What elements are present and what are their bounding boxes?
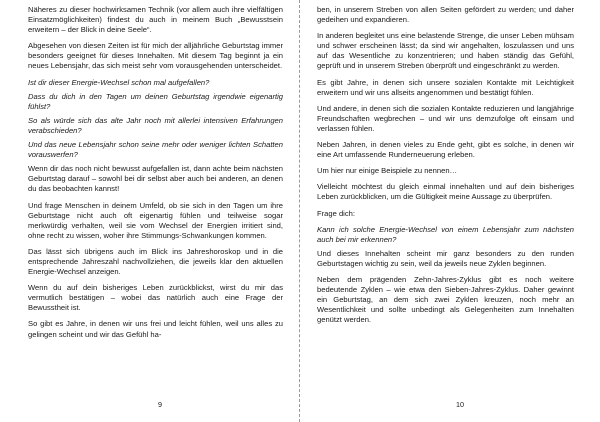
paragraph: Vielleicht möchtest du gleich einmal innehalten und auf dein bisheriges Leben zurückblicken, um die Gültigkeit meine Aussage zu überprüfen.	[317, 182, 574, 202]
paragraph: Neben dem prägenden Zehn-Jahres-Zyklus gibt es noch weitere bedeutende Zyklen – wie etwa den Sieben-Jahres-Zyklus. Daher gewinnt ein Geburtstag, an dem sich zwei Zyklen kreuzen, noch mehr an Wesentlichkeit und sollte unbedingt als Gelegenheiten zum Innehalten genützt werden.	[317, 274, 574, 325]
paragraph: Und andere, in denen sich die sozialen Kontakte reduzieren und langjährige Freundschaften wegbrechen – und wir uns demzufolge oft einsam und verlassen fühlen.	[317, 103, 574, 133]
paragraph: So gibt es Jahre, in denen wir uns frei und leicht fühlen, weil uns alles zu gelingen scheint und wir das Gefühl ha-	[28, 319, 283, 339]
paragraph: Näheres zu dieser hochwirksamen Technik (vor allem auch ihre vielfältigen Einsatzmöglichkeiten) findest du auch in meinem Buch „Bewusstsein erweitern – der Blick in deine Seele“.	[28, 5, 283, 35]
paragraph: In anderen begleitet uns eine belastende Strenge, die unser Leben mühsam und schwer erscheinen lässt; da sind wir angehalten, loszulassen und uns auf das Wesentliche zu konzentrieren; und haben ständig das Gefühl, geprüft und in unserem Streben überprüft und eingeschränkt zu werden.	[317, 31, 574, 71]
paragraph: Frage dich:	[317, 208, 355, 218]
paragraph: Um hier nur einige Beispiele zu nennen…	[317, 166, 458, 176]
question-paragraph: Kann ich solche Energie-Wechsel von einem Lebensjahr zum nächsten auch bei mir erkennen?	[317, 224, 574, 244]
question-paragraph: Und das neue Lebensjahr schon seine mehr oder weniger lichten Schatten vorauswerfen?	[28, 140, 283, 160]
question-paragraph: So als würde sich das alte Jahr noch mit allerlei intensiven Erfahrungen verabschieden?	[28, 115, 283, 135]
question-paragraph: Ist dir dieser Energie-Wechsel schon mal aufgefallen?	[28, 77, 210, 87]
paragraph: Das lässt sich übrigens auch im Blick ins Jahreshoroskop und in die entsprechende Jahreszahl nachvollziehen, die jeweils klar den aktuellen Energie-Wechsel anzeigen.	[28, 246, 283, 277]
paragraph: ben, in unserem Streben von allen Seiten gefördert zu werden; und daher gedeihen und expandieren.	[317, 5, 574, 25]
question-paragraph: Dass du dich in den Tagen um deinen Geburtstag irgendwie eigenartig fühlst?	[28, 91, 283, 111]
left-page-number: 9	[158, 400, 162, 409]
left-page-text	[28, 5, 283, 340]
paragraph: Wenn dir das noch nicht bewusst aufgefallen ist, dann achte beim nächsten Geburtstag darauf – sowohl bei dir selbst aber auch bei anderen, an denen du das beobachten kannst!	[28, 164, 283, 194]
paragraph: Und dieses Innehalten scheint mir ganz besonders zu den runden Geburtstagen wichtig zu sein, weil da jeweils neue Zyklen beginnen.	[317, 248, 574, 268]
paragraph: Es gibt Jahre, in denen sich unsere sozialen Kontakte mit Leichtigkeit erweitern und wir uns allseits angenommen und bestätigt fühlen.	[317, 77, 574, 97]
right-page-number: 10	[456, 400, 464, 409]
right-page-text	[317, 5, 574, 325]
paragraph: Und frage Menschen in deinem Umfeld, ob sie sich in den Tagen um ihre Geburtstage nicht auch oft eigenartig fühlen und teilweise sogar merkwürdig verhalten, weil sie vom Wechsel der Energien irritiert sind, ohne recht zu wissen, woher ihre Stimmungs-Schwankungen kommen.	[28, 200, 283, 240]
paragraph: Abgesehen von diesen Zeiten ist für mich der alljährliche Geburtstag immer besonders geeignet für dieses Innehalten. Mit diesem Tag beginnt ja ein neues Lebensjahr, das sich meist sehr vom vorausgehenden unterscheidet.	[28, 41, 283, 71]
right-page	[300, 0, 600, 422]
paragraph: Neben Jahren, in denen vieles zu Ende geht, gibt es solche, in denen wir eine Art umfassende Runderneuerung erleben.	[317, 140, 574, 160]
paragraph: Wenn du auf dein bisheriges Leben zurückblickst, wirst du mir das vermutlich bestätigen – wobei das natürlich auch eine Frage der Bewusstheit ist.	[28, 283, 283, 313]
